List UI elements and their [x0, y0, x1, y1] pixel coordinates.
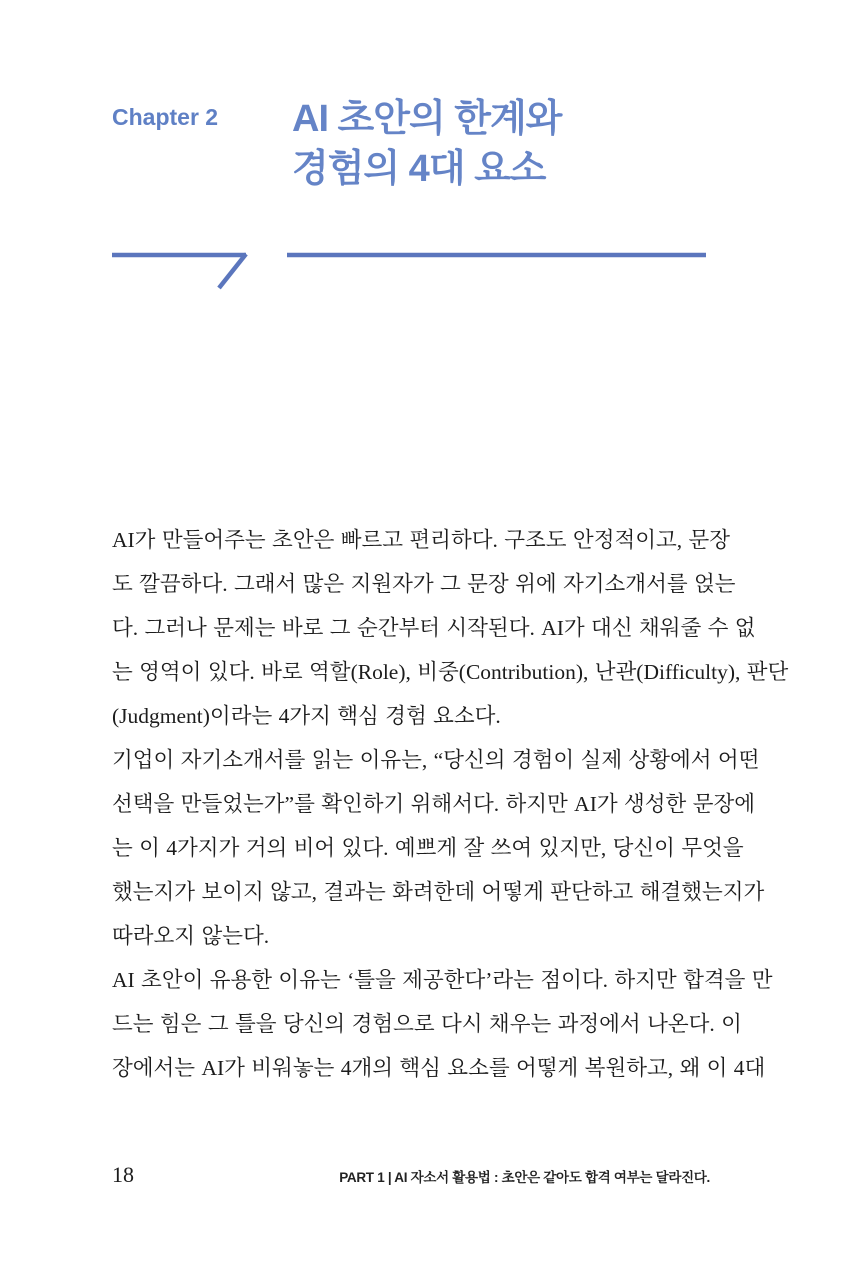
- body-line: 선택을 만들었는가”를 확인하기 위해서다. 하지만 AI가 생성한 문장에: [112, 792, 755, 816]
- page-number: 18: [112, 1162, 134, 1187]
- body-line: 도 깔끔하다. 그래서 많은 지원자가 그 문장 위에 자기소개서를 얹는: [112, 572, 736, 596]
- chapter-label: Chapter 2: [112, 104, 219, 130]
- body-line: 했는지가 보이지 않고, 결과는 화려한데 어떻게 판단하고 해결했는지가: [112, 880, 765, 904]
- body-line: 장에서는 AI가 비워놓는 4개의 핵심 요소를 어떻게 복원하고, 왜 이 4대: [112, 1056, 766, 1080]
- running-title: PART 1 | AI 자소서 활용법 : 초안은 같아도 합격 여부는 달라진다.: [339, 1170, 710, 1185]
- divider-slash-graphic: [105, 249, 711, 293]
- body-line: 는 이 4가지가 거의 비어 있다. 예쁘게 잘 쓰여 있지만, 당신이 무엇을: [112, 836, 744, 860]
- body-line: (Judgment)이라는 4가지 핵심 경험 요소다.: [112, 704, 501, 728]
- page-footer: [112, 1162, 710, 1188]
- body-text: [112, 518, 789, 1090]
- chapter-title-line-2: 경험의 4대 요소: [292, 148, 546, 190]
- body-line: 기업이 자기소개서를 읽는 이유는, “당신의 경험이 실제 상황에서 어떤: [112, 748, 760, 772]
- body-line: AI 초안이 유용한 이유는 ‘틀을 제공한다’라는 점이다. 하지만 합격을 만: [112, 968, 773, 992]
- body-line: AI가 만들어주는 초안은 빠르고 편리하다. 구조도 안정적이고, 문장: [112, 528, 731, 552]
- chapter-title: [292, 94, 561, 194]
- body-line: 따라오지 않는다.: [112, 924, 270, 948]
- body-line: 다. 그러나 문제는 바로 그 순간부터 시작된다. AI가 대신 채워줄 수 없: [112, 616, 756, 640]
- body-line: 는 영역이 있다. 바로 역할(Role), 비중(Contribution), 난관(Difficulty), 판단: [112, 660, 789, 684]
- chapter-divider-rule: [105, 249, 711, 293]
- chapter-title-line-1: AI 초안의 한계와: [292, 98, 562, 140]
- body-line: 드는 힘은 그 틀을 당신의 경험으로 다시 채우는 과정에서 나온다. 이: [112, 1012, 742, 1036]
